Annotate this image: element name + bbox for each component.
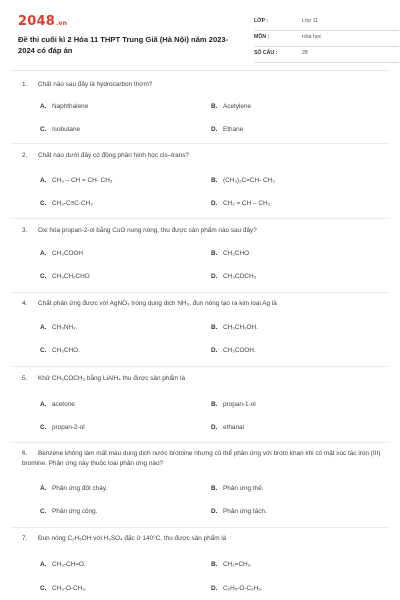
option-letter: A.	[40, 561, 47, 568]
option-b[interactable]	[211, 400, 256, 410]
option-b[interactable]	[211, 484, 264, 494]
document-header	[18, 12, 384, 64]
option-d[interactable]	[211, 272, 256, 282]
question-text	[22, 449, 382, 469]
option-letter: A.	[40, 103, 47, 110]
question-divider	[10, 292, 390, 293]
meta-value: Lớp 11	[302, 18, 318, 24]
option-letter: B.	[211, 561, 218, 568]
option-b[interactable]	[211, 560, 252, 570]
option-text: CH₃-O-CH₃.	[52, 585, 87, 592]
option-text: CH₃-C≡C-CH₃	[52, 200, 93, 207]
header-divider	[10, 70, 390, 71]
logo-domain: .vn	[55, 20, 68, 27]
option-text: Phản ứng thế.	[223, 485, 264, 492]
question-number: 6.	[22, 450, 28, 457]
option-text: Phản ứng cộng.	[52, 508, 98, 515]
option-text: Ethane	[223, 126, 244, 133]
question-divider	[10, 218, 390, 219]
option-text: CH₃CH₂CHO	[52, 273, 90, 280]
question-number: 5.	[22, 375, 28, 382]
option-text: CH₃COOH	[52, 250, 84, 257]
option-text: propan-1-ol	[223, 401, 256, 408]
option-text: C₂H₅-O-C₂H₅.	[223, 585, 263, 592]
option-text: CH₃NH₂.	[52, 324, 78, 331]
option-letter: A.	[40, 177, 47, 184]
meta-value: Hóa học	[302, 34, 322, 40]
question-divider	[10, 366, 390, 367]
option-letter: B.	[211, 250, 218, 257]
meta-label: LỚP :	[254, 18, 269, 24]
meta-label: MÔN :	[254, 34, 270, 40]
question-number: 1.	[22, 81, 28, 88]
option-text: Phản ứng tách.	[223, 508, 267, 515]
option-text: CH₂=CH₂.	[223, 561, 252, 568]
question-stem: Oxi hóa propan-2-ol bằng CuO nung nóng, thu được sản phẩm nào sau đây?	[38, 227, 257, 234]
question-stem: Chất phản ứng được với AgNO₃ trong dung dịch NH₃, đun nóng tạo ra kim loại Ag là	[38, 300, 277, 307]
question-number: 2.	[22, 152, 28, 159]
site-logo[interactable]	[18, 14, 67, 29]
option-text: Phản ứng đốt cháy.	[52, 485, 108, 492]
option-text: CH₃CHO.	[52, 347, 80, 354]
meta-row-class	[254, 15, 399, 31]
option-text: CH₃CH₂OH.	[223, 324, 258, 331]
option-letter: A.	[40, 250, 47, 257]
question-text	[22, 374, 382, 384]
option-text: CH₃COOH.	[223, 347, 256, 354]
option-d[interactable]	[211, 199, 270, 209]
option-c[interactable]	[40, 584, 87, 594]
option-letter: D.	[211, 200, 218, 207]
question-divider	[10, 527, 390, 528]
question-text	[22, 151, 382, 161]
option-d[interactable]	[211, 507, 267, 517]
option-a[interactable]	[40, 176, 112, 186]
question-stem: Đun nóng C₂H₅OH với H₂SO₄ đặc ở 140°C, thu được sản phẩm là	[38, 535, 227, 542]
option-letter: B.	[211, 103, 218, 110]
question-number: 4.	[22, 300, 28, 307]
option-text: ethanal	[223, 424, 244, 431]
option-letter: C.	[40, 424, 47, 431]
option-c[interactable]	[40, 507, 98, 517]
option-a[interactable]	[40, 249, 83, 259]
option-text: acetone	[52, 401, 75, 408]
option-letter: D.	[211, 424, 218, 431]
option-b[interactable]	[211, 102, 251, 112]
question-number: 7.	[22, 535, 28, 542]
option-text: (CH₃)₂C=CH- CH₃	[223, 177, 275, 184]
logo-main: 2048	[18, 14, 55, 29]
option-letter: B.	[211, 177, 218, 184]
option-text: Acetylene	[223, 103, 252, 110]
option-d[interactable]	[211, 584, 263, 594]
option-letter: B.	[211, 324, 218, 331]
question-divider	[10, 442, 390, 443]
option-letter: C.	[40, 585, 47, 592]
option-c[interactable]	[40, 346, 80, 356]
option-letter: D.	[211, 126, 218, 133]
option-a[interactable]	[40, 400, 75, 410]
option-d[interactable]	[211, 125, 243, 135]
question-stem: Chất nào sau đây là hydrocarbon thơm?	[38, 81, 153, 88]
question-number: 3.	[22, 227, 28, 234]
option-c[interactable]	[40, 125, 80, 135]
option-c[interactable]	[40, 423, 85, 433]
option-text: propan-2-ol	[52, 424, 85, 431]
option-letter: A.	[40, 485, 47, 492]
option-a[interactable]	[40, 484, 107, 494]
question-text	[22, 534, 382, 544]
option-a[interactable]	[40, 102, 88, 112]
question-text	[22, 226, 382, 236]
option-a[interactable]	[40, 560, 86, 570]
option-letter: C.	[40, 273, 47, 280]
option-b[interactable]	[211, 323, 258, 333]
option-text: CH₃CHO	[223, 250, 250, 257]
meta-value: 28	[302, 50, 308, 56]
option-letter: D.	[211, 273, 218, 280]
option-text: CH₃COCH₃	[223, 273, 257, 280]
question-stem: Benzene không làm mất màu dung dịch nước bromine nhưng có thể phản ứng với brom khan khi có mặt xúc tác iron (III) bromine. Phản ứng này thuộc loại phản ứng nào?	[22, 450, 381, 467]
option-text: Isobutane	[52, 126, 81, 133]
option-d[interactable]	[211, 423, 244, 433]
option-letter: A.	[40, 401, 47, 408]
option-letter: B.	[211, 485, 218, 492]
option-letter: C.	[40, 347, 47, 354]
question-stem: Chất nào dưới đây có đồng phân hình học cis–trans?	[38, 152, 189, 159]
option-text: Naphthalene	[52, 103, 89, 110]
option-letter: D.	[211, 508, 218, 515]
option-letter: A.	[40, 324, 47, 331]
option-letter: C.	[40, 508, 47, 515]
option-text: CH₂ = CH – CH₃	[223, 200, 271, 207]
option-c[interactable]	[40, 199, 93, 209]
question-text	[22, 80, 382, 90]
option-d[interactable]	[211, 346, 256, 356]
exam-meta	[254, 15, 399, 63]
meta-label: SỐ CÂU :	[254, 50, 278, 56]
question-divider	[10, 143, 390, 144]
option-letter: D.	[211, 585, 218, 592]
option-text: CH₃ – CH = CH- CH₃	[52, 177, 113, 184]
option-letter: C.	[40, 126, 47, 133]
option-b[interactable]	[211, 249, 249, 259]
option-c[interactable]	[40, 272, 90, 282]
option-letter: D.	[211, 347, 218, 354]
option-a[interactable]	[40, 323, 77, 333]
option-letter: C.	[40, 200, 47, 207]
meta-row-subject	[254, 31, 399, 47]
option-text: CH₃-CH=O.	[52, 561, 86, 568]
option-b[interactable]	[211, 176, 275, 186]
option-letter: B.	[211, 401, 218, 408]
document-title: Đề thi cuối kì 2 Hóa 11 THPT Trung Giã (Hà Nội) năm 2023-2024 có đáp án	[18, 35, 229, 55]
question-text	[22, 299, 382, 309]
meta-row-count	[254, 47, 399, 63]
question-stem: Khử CH₃COCH₃ bằng LiAlH₄ thu được sản phẩm là	[38, 375, 186, 382]
